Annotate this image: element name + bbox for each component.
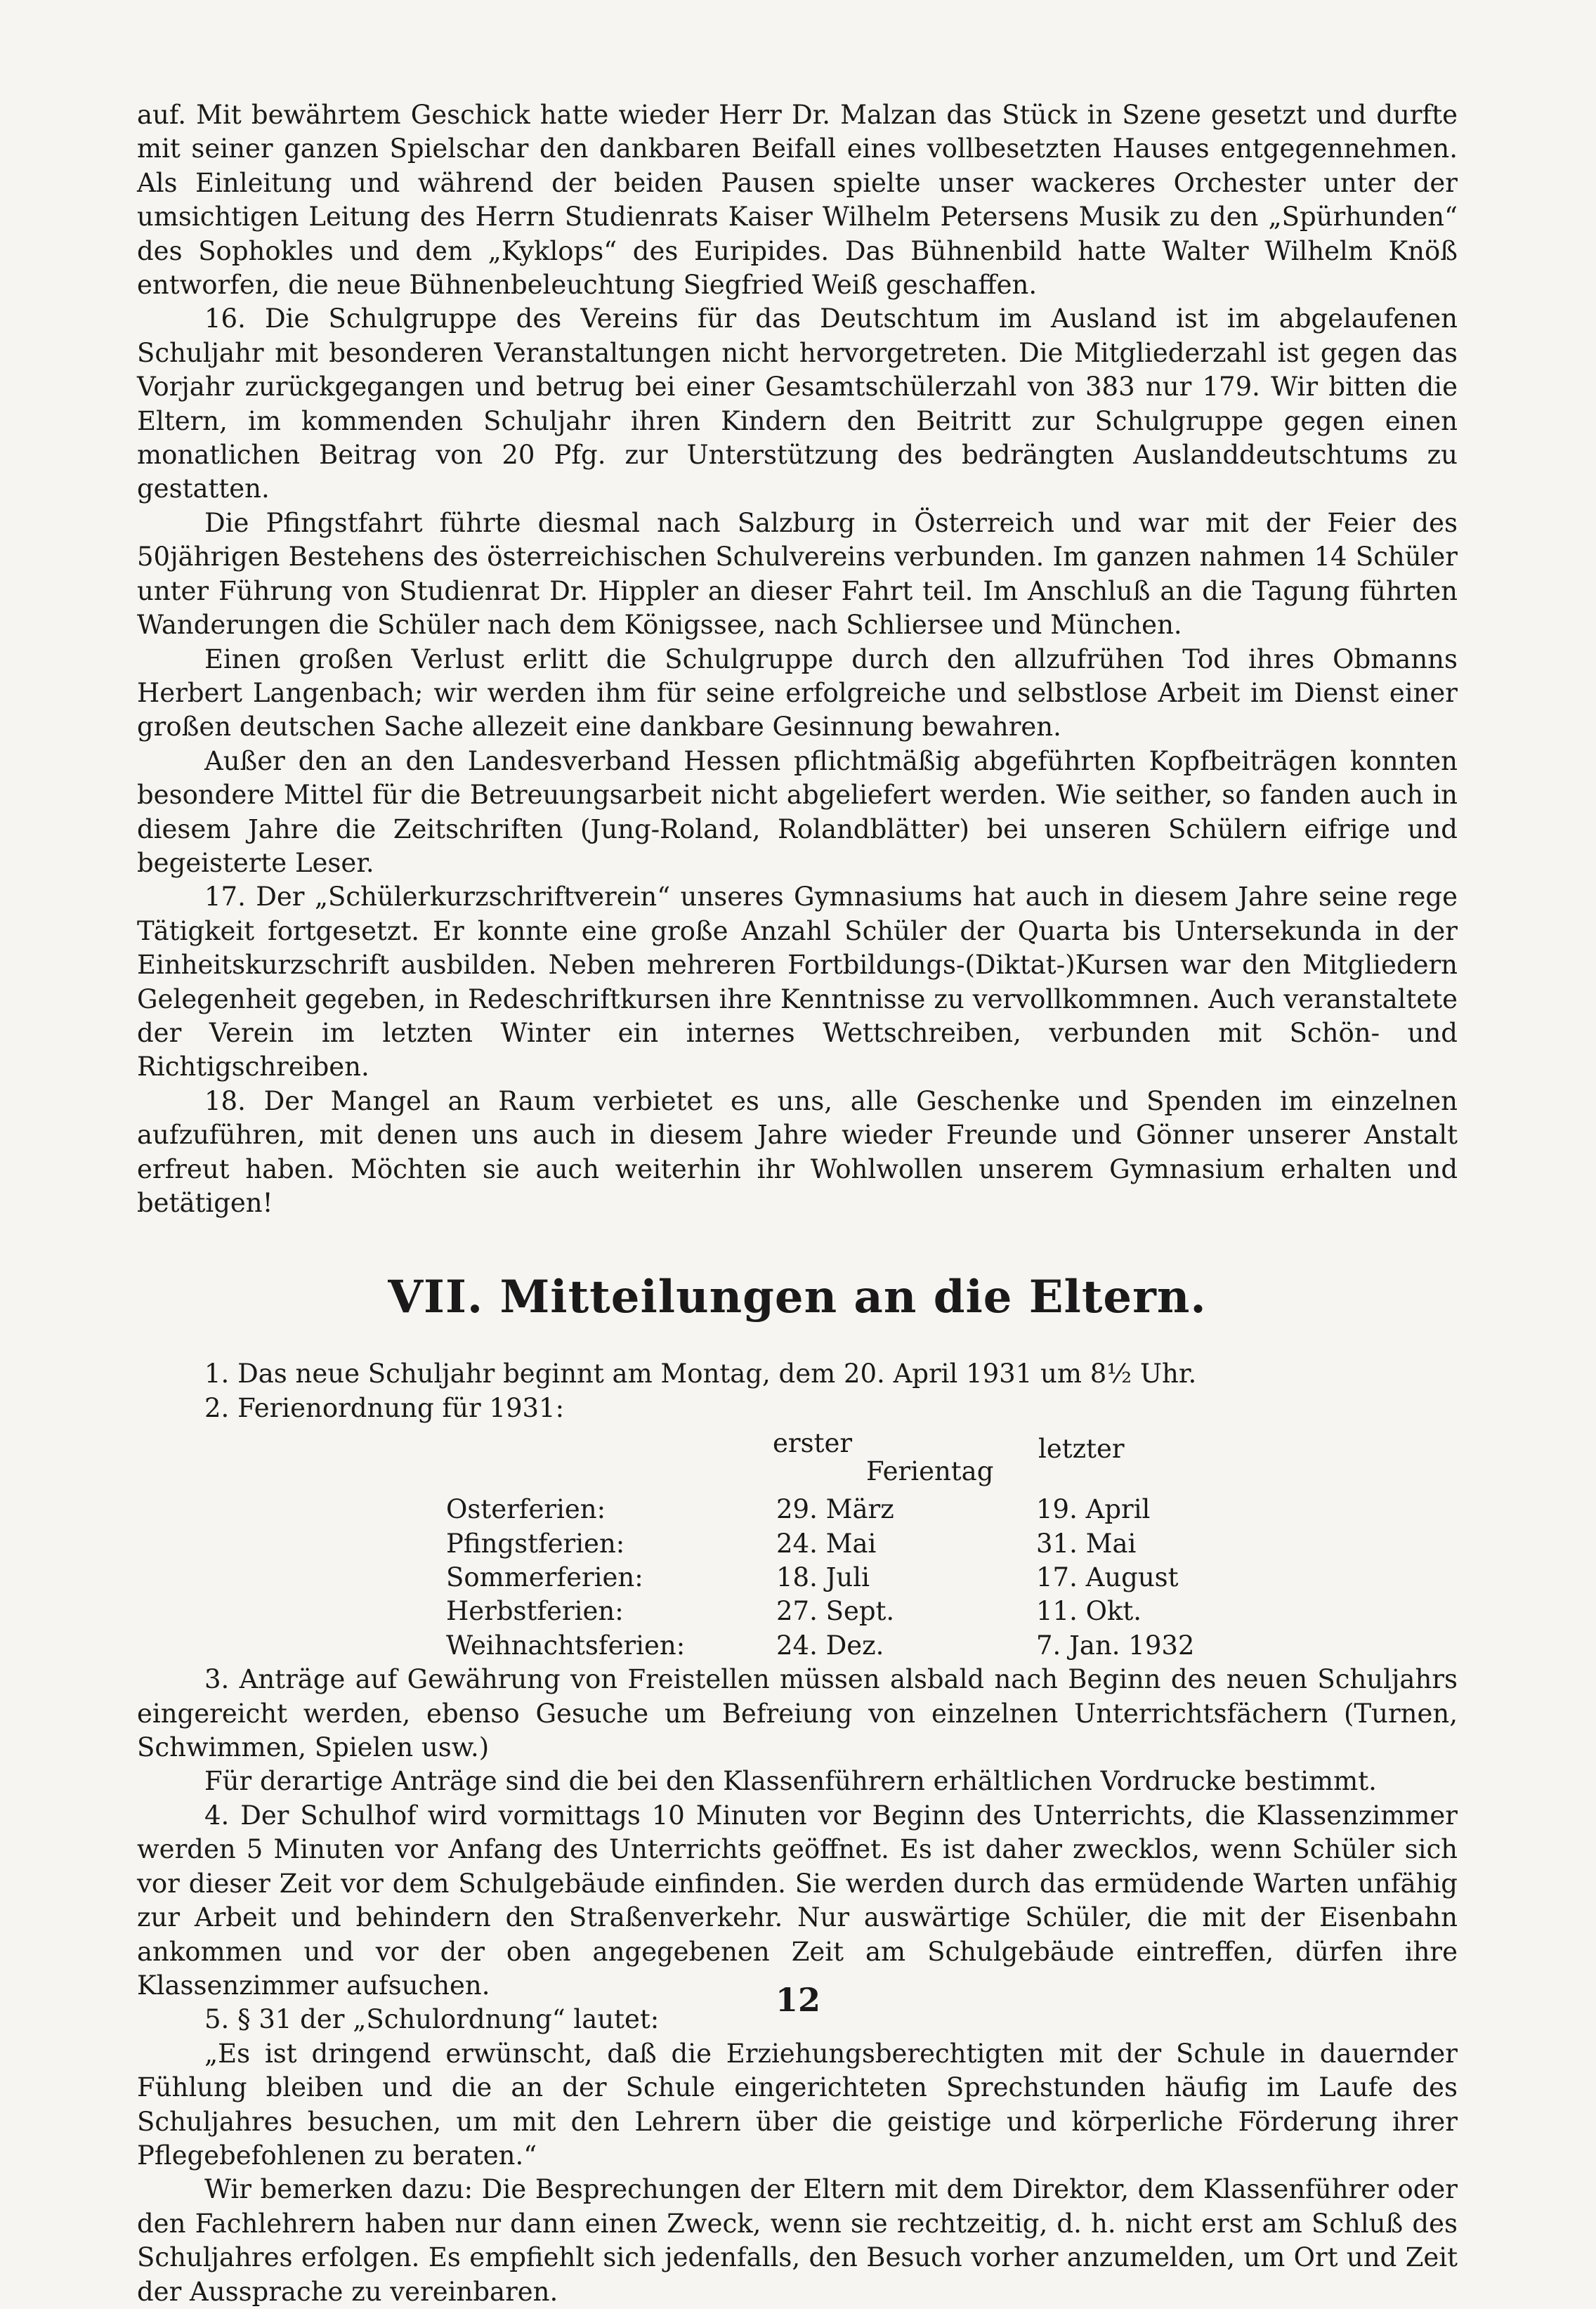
page-number: 12 (775, 1981, 820, 2019)
header-letzter: letzter (1038, 1434, 1125, 1465)
ferien-letzter: 31. Mai (1036, 1528, 1137, 1559)
paragraph-17: 17. Der „Schülerkurzschriftverein“ unseres Gymnasiums hat auch in diesem Jahre seine rege Tätigkeit fortgesetzt. Er konnte eine große Anzahl Schüler der Quarta bis Untersekunda in der Einheitskurzschrift ausbilden. Neben mehreren Fortbildungs-(Diktat-)Kursen war den Mitgliedern Gelegenheit gegeben, in Redeschriftkursen ihre Kenntnisse zu vervollkommnen. Auch veranstaltete der Verein im letzten Winter ein internes Wettschreiben, verbunden mit Schön- und Richtigschreiben. (137, 882, 1458, 1082)
item-5: 5. § 31 der „Schulordnung“ lautet: (204, 2004, 660, 2035)
table-row (446, 1561, 1247, 1595)
table-row (446, 1493, 1247, 1526)
section-heading: VII. Mitteilungen an die Eltern. (388, 1271, 1207, 1324)
item-3: 3. Anträge auf Gewährung von Freistellen müssen alsbald nach Beginn des neuen Schuljahrs eingereicht werden, ebenso Gesuche um Befreiung von einzelnen Unterrichtsfächern (Turnen, Schwimmen, Spielen usw.) (137, 1664, 1458, 1763)
item-4: 4. Der Schulhof wird vormittags 10 Minuten vor Beginn des Unterrichts, die Klassenzimmer werden 5 Minuten vor Anfang des Unterrichts geöffnet. Es ist daher zwecklos, wenn Schüler sich vor dieser Zeit vor dem Schulgebäude einfinden. Sie werden durch das ermüdende Warten unfähig zur Arbeit und behindern den Straßenverkehr. Nur auswärtige Schüler, die mit der Eisenbahn ankommen und vor der oben angegebenen Zeit am Schulgebäude eintreffen, dürfen ihre Klassenzimmer aufsuchen. (137, 1800, 1458, 2001)
ferien-name: Weihnachtsferien: (446, 1630, 686, 1661)
table-row (446, 1595, 1247, 1628)
paragraph-18: 18. Der Mangel an Raum verbietet es uns, alle Geschenke und Spenden im einzelnen aufzuführen, mit denen uns auch in diesem Jahre wieder Freunde und Gönner unserer Anstalt erfreut haben. Möchten sie auch weiterhin ihr Wohlwollen unserem Gymnasium erhalten und betätigen! (137, 1085, 1458, 1218)
ferien-letzter: 11. Okt. (1036, 1596, 1142, 1627)
ferien-name: Osterferien: (446, 1494, 606, 1525)
paragraph-16: 16. Die Schulgruppe des Vereins für das Deutschtum im Ausland ist im abgelaufenen Schuljahr mit besonderen Veranstaltungen nicht hervorgetreten. Die Mitgliederzahl ist gegen das Vorjahr zurückgegangen und betrug bei einer Gesamtschülerzahl von 383 nur 179. Wir bitten die Eltern, im kommenden Schuljahr ihren Kindern den Beitritt zur Schulgruppe gegen einen monatlichen Beitrag von 20 Pfg. zur Unterstützung des bedrängten Auslanddeutschtums zu gestatten. (137, 303, 1458, 504)
table-row (446, 1527, 1247, 1561)
ferien-erster: 27. Sept. (776, 1596, 895, 1627)
header-erster: erster (773, 1428, 853, 1459)
page-body (137, 98, 1458, 2309)
item-2: 2. Ferienordnung für 1931: (204, 1392, 565, 1423)
ferien-letzter: 7. Jan. 1932 (1036, 1630, 1195, 1661)
ferien-name: Herbstferien: (446, 1596, 624, 1627)
ferien-erster: 29. März (776, 1494, 894, 1525)
ferien-letzter: 17. August (1036, 1562, 1179, 1593)
table-row (446, 1629, 1247, 1663)
paragraph-pfingstfahrt: Die Pfingstfahrt führte diesmal nach Salzburg in Österreich und war mit der Feier des 50jährigen Bestehens des österreichischen Schulvereins verbunden. Im ganzen nahmen 14 Schüler unter Führung von Studienrat Dr. Hippler an dieser Fahrt teil. Im Anschluß an die Tagung führten Wanderungen die Schüler nach dem Königssee, nach Schliersee und München. (137, 507, 1458, 641)
ferien-name: Sommerferien: (446, 1562, 643, 1593)
ferien-name: Pfingstferien: (446, 1528, 625, 1559)
paragraph-vordrucke: Für derartige Anträge sind die bei den Klassenführern erhältlichen Vordrucke bestimmt. (204, 1766, 1377, 1797)
ferien-table (446, 1493, 1247, 1663)
ferien-letzter: 19. April (1036, 1494, 1151, 1525)
ferien-table-header (137, 1425, 1458, 1493)
ferien-erster: 24. Mai (776, 1528, 877, 1559)
ferien-erster: 18. Juli (776, 1562, 870, 1593)
paragraph-verlust: Einen großen Verlust erlitt die Schulgruppe durch den allzufrühen Tod ihres Obmanns Herbert Langenbach; wir werden ihm für seine erfolgreiche und selbstlose Arbeit im Dienst einer großen deutschen Sache allezeit eine dankbare Gesinnung bewahren. (137, 643, 1458, 743)
item-1: 1. Das neue Schuljahr beginnt am Montag, dem 20. April 1931 um 8½ Uhr. (204, 1359, 1197, 1389)
paragraph-mittel: Außer den an den Landesverband Hessen pflichtmäßig abgeführten Kopfbeiträgen konnten besondere Mittel für die Betreuungsarbeit nicht abgeliefert werden. Wie seither, so fanden auch in diesem Jahre die Zeitschriften (Jung-Roland, Rolandblätter) bei unseren Schülern eifrige und begeisterte Leser. (137, 745, 1458, 878)
header-ferientag: Ferientag (866, 1456, 994, 1487)
paragraph-continuation: auf. Mit bewährtem Geschick hatte wieder Herr Dr. Malzan das Stück in Szene gesetzt und durfte mit seiner ganzen Spielschar den dankbaren Beifall eines vollbesetzten Hauses entgegennehmen. Als Einleitung und während der beiden Pausen spielte unser wackeres Orchester unter der umsichtigen Leitung des Herrn Studienrats Kaiser Wilhelm Petersens Musik zu den „Spürhunden“ des Sophokles und dem „Kyklops“ des Euripides. Das Bühnenbild hatte Walter Wilhelm Knöß entworfen, die neue Bühnenbeleuchtung Siegfried Weiß geschaffen. (137, 100, 1458, 301)
paragraph-quote: „Es ist dringend erwünscht, daß die Erziehungsberechtigten mit der Schule in dauernder Fühlung bleiben und die an der Schule eingerichteten Sprechstunden häufig im Laufe des Schuljahres besuchen, um mit den Lehrern über die geistige und körperliche Förderung ihrer Pflegebefohlenen zu beraten.“ (137, 2038, 1458, 2171)
ferien-erster: 24. Dez. (776, 1630, 884, 1661)
paragraph-bemerkung: Wir bemerken dazu: Die Besprechungen der Eltern mit dem Direktor, dem Klassenführer oder den Fachlehrern haben nur dann einen Zweck, wenn sie rechtzeitig, d. h. nicht erst am Schluß des Schuljahres erfolgen. Es empfiehlt sich jedenfalls, den Besuch vorher anzumelden, um Ort und Zeit der Aussprache zu vereinbaren. (137, 2174, 1458, 2307)
